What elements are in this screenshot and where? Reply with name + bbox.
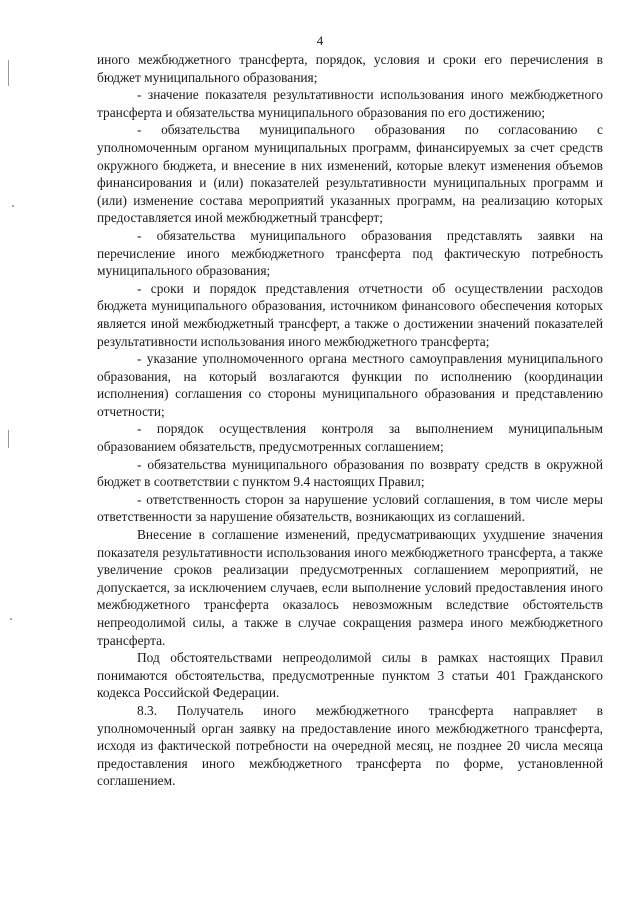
list-item: - ответственность сторон за нарушение условий соглашения, в том числе меры ответственности за нарушение обязательств, возникающих из соглашений.: [97, 491, 603, 525]
list-item: - значение показателя результативности использования иного межбюджетного трансферта и обязательства муниципального образования по его достижению;: [97, 87, 603, 120]
scan-speck: [10, 618, 12, 620]
scan-edge-mark: [8, 60, 9, 86]
list-item: - порядок осуществления контроля за выполнением муниципальным образованием обязательств, предусмотренных соглашением;: [97, 421, 603, 455]
paragraph: Внесение в соглашение изменений, предусматривающих ухудшение значения показателя результативности использования иного межбюджетного трансферта, а также увеличение сроков реализации предусмотренных соглашением мероприятий, не допускается, за исключением случаев, если выполнение условий предоставления иного межбюджетного трансферта оказалось невозможным вследствие обстоятельств непреодолимой силы, а также в случае сокращения размера иного межбюджетного трансферта.: [97, 527, 603, 648]
paragraph: Под обстоятельствами непреодолимой силы в рамках настоящих Правил понимаются обстоятельства, предусмотренные пунктом 3 статьи 401 Гражданского кодекса Российской Федерации.: [97, 650, 603, 701]
paragraph: 8.3. Получатель иного межбюджетного трансферта направляет в уполномоченный орган заявку на предоставление иного межбюджетного трансферта, исходя из фактической потребности на очередной месяц, не позднее 20 числа месяца предоставления иного межбюджетного трансферта по форме, установленной соглашением.: [97, 702, 603, 789]
list-item: - обязательства муниципального образования по возврату средств в окружной бюджет в соответствии с пунктом 9.4 настоящих Правил;: [97, 456, 603, 490]
list-item: - сроки и порядок представления отчетности об осуществлении расходов бюджета муниципального образования, источником финансового обеспечения которых является иной межбюджетный трансферт, а также о достижении значений показателей результативности использования иного межбюджетного трансферта;: [97, 280, 603, 349]
document-body: [97, 51, 603, 790]
page-number: 4: [316, 33, 324, 48]
paragraph: иного межбюджетного трансферта, порядок, условия и сроки его перечисления в бюджет муниципального образования;: [97, 52, 603, 85]
scan-edge-mark: [8, 430, 9, 448]
list-item: - обязательства муниципального образования по согласованию с уполномоченным органом муниципальных программ, финансируемых за счет средств окружного бюджета, и внесение в них изменений, которые влекут изменения объемов финансирования и (или) показателей результативности муниципальных программ и (или) изменение состава мероприятий указанных программ, на реализацию которых предоставляется иной межбюджетный трансферт;: [97, 122, 603, 226]
list-item: - обязательства муниципального образования представлять заявки на перечисление иного межбюджетного трансферта под фактическую потребность муниципального образования;: [97, 227, 603, 279]
scan-speck: [12, 205, 14, 207]
list-item: - указание уполномоченного органа местного самоуправления муниципального образования, на который возлагаются функции по исполнению (координации исполнения) соглашения со стороны муниципального образования и представлению отчетности;: [97, 351, 603, 419]
